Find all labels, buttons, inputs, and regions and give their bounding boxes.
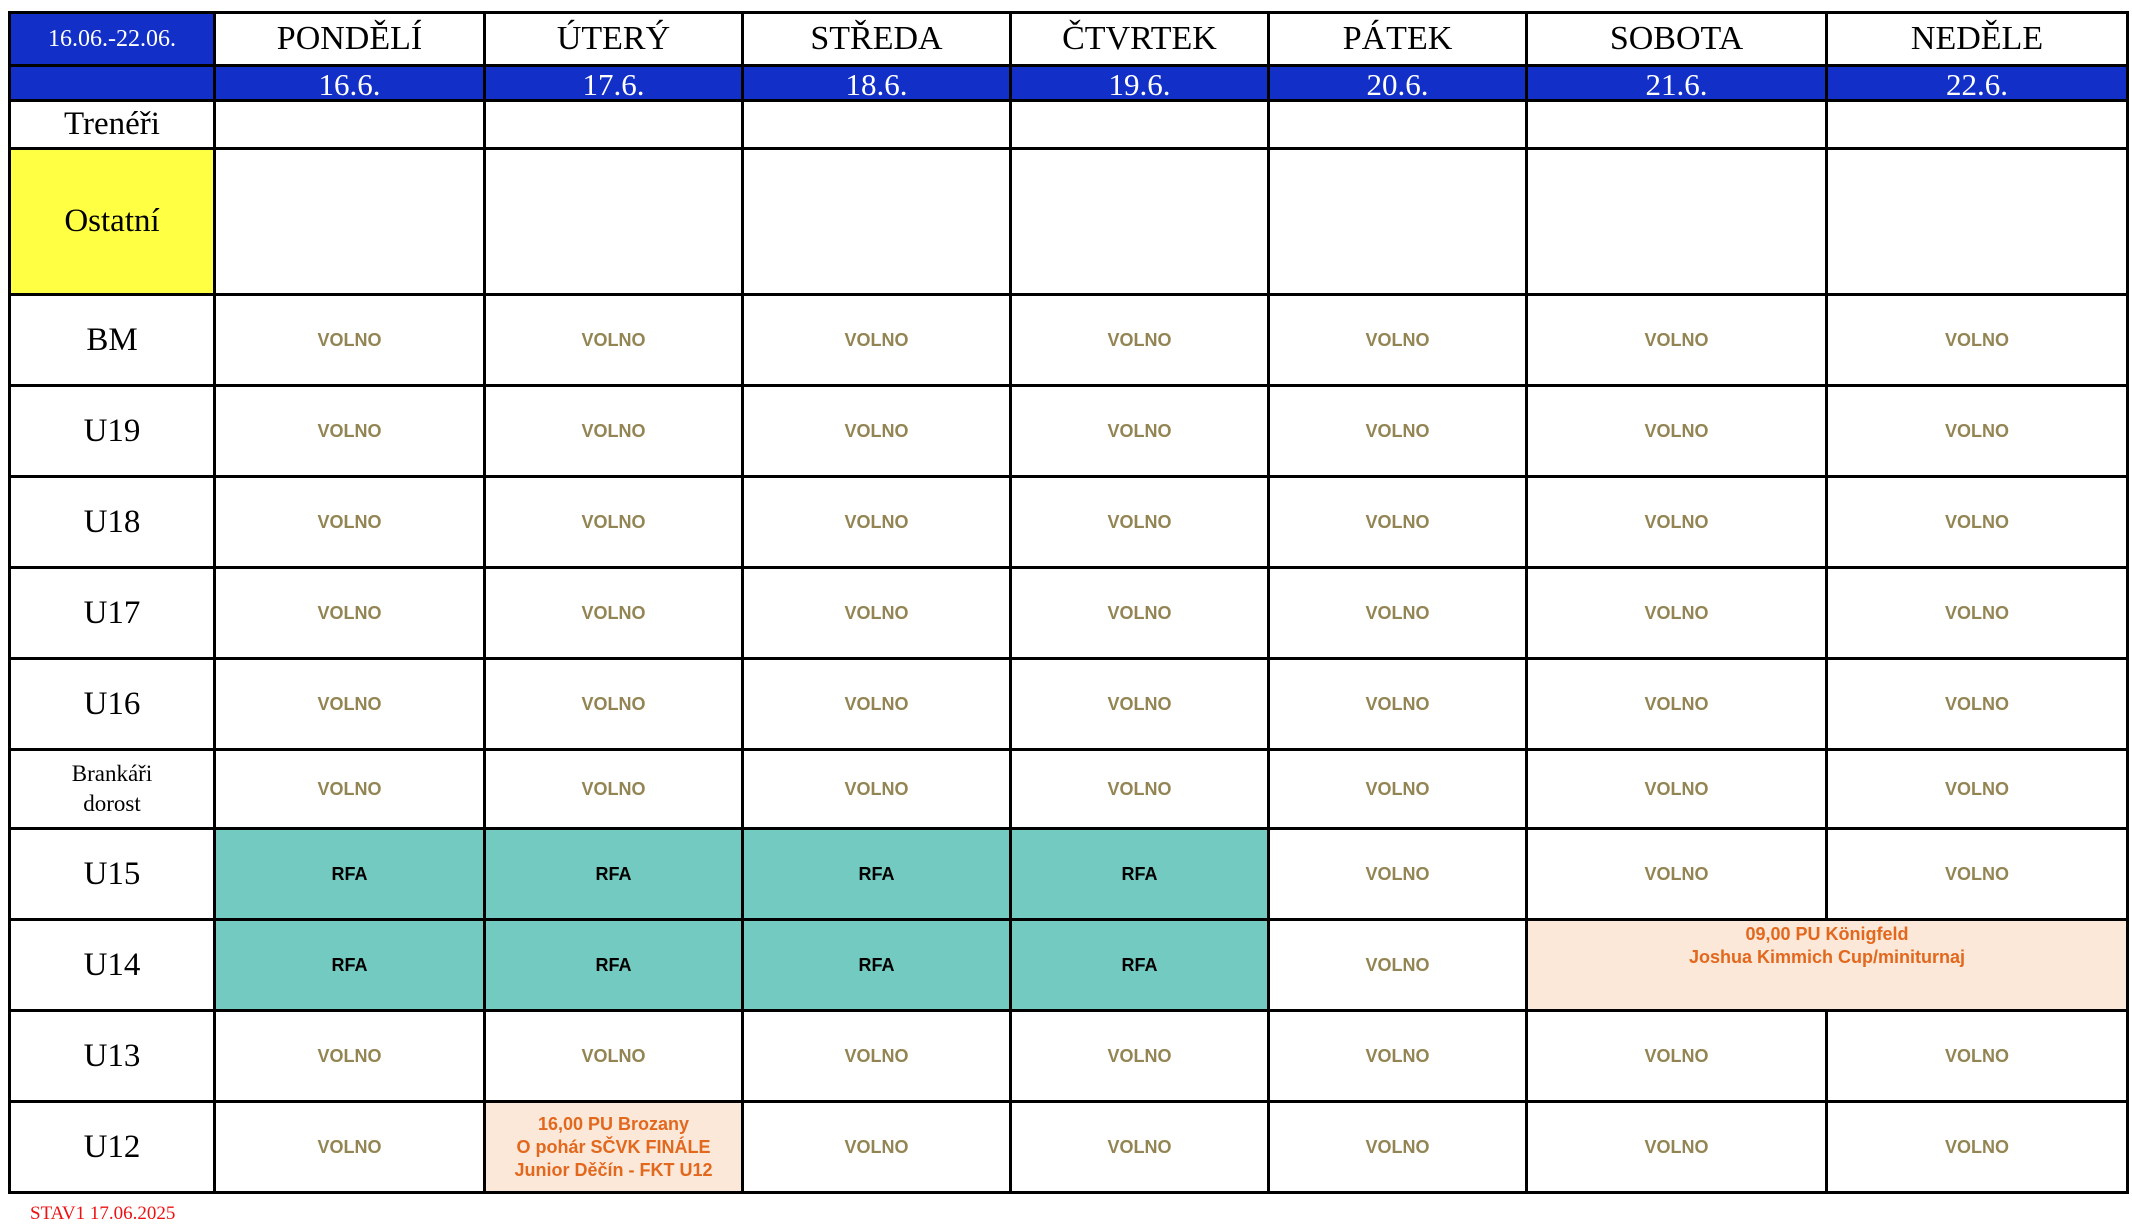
date-tuesday: 17.6. <box>485 66 743 101</box>
cell-u17-sat: VOLNO <box>1527 568 1827 659</box>
event-u12-tuesday-line1: 16,00 PU Brozany <box>537 1113 690 1134</box>
cell-u15-thu: RFA <box>1011 829 1269 920</box>
cell-treneri-thu <box>1011 101 1269 149</box>
cell-u13-mon: VOLNO <box>215 1011 485 1102</box>
cell-u12-fri: VOLNO <box>1269 1102 1527 1193</box>
cell-bm-fri: VOLNO <box>1269 295 1527 386</box>
header-row-days <box>10 13 2128 66</box>
day-name-wednesday: STŘEDA <box>743 13 1011 66</box>
cell-u16-sat: VOLNO <box>1527 659 1827 750</box>
cell-treneri-mon <box>215 101 485 149</box>
event-u14-weekend-line2: Joshua Kimmich Cup/miniturnaj <box>1688 947 1966 967</box>
cell-u12-mon: VOLNO <box>215 1102 485 1193</box>
cell-bm-tue: VOLNO <box>485 295 743 386</box>
cell-u17-mon: VOLNO <box>215 568 485 659</box>
day-name-tuesday: ÚTERÝ <box>485 13 743 66</box>
cell-u18-tue: VOLNO <box>485 477 743 568</box>
row-label-u14: U14 <box>10 920 215 1011</box>
date-thursday: 19.6. <box>1011 66 1269 101</box>
cell-treneri-sun <box>1827 101 2128 149</box>
date-friday: 20.6. <box>1269 66 1527 101</box>
event-u14-weekend <box>1527 920 2128 1011</box>
cell-u16-wed: VOLNO <box>743 659 1011 750</box>
cell-ostatni-fri <box>1269 149 1527 295</box>
row-label-u13: U13 <box>10 1011 215 1102</box>
cell-u15-sat: VOLNO <box>1527 829 1827 920</box>
day-name-thursday: ČTVRTEK <box>1011 13 1269 66</box>
cell-u18-mon: VOLNO <box>215 477 485 568</box>
row-label-ostatni: Ostatní <box>10 149 215 295</box>
date-monday: 16.6. <box>215 66 485 101</box>
row-u15 <box>10 829 2128 920</box>
cell-u13-wed: VOLNO <box>743 1011 1011 1102</box>
row-u17 <box>10 568 2128 659</box>
row-label-u16: U16 <box>10 659 215 750</box>
cell-brankari-wed: VOLNO <box>743 750 1011 829</box>
cell-treneri-sat <box>1527 101 1827 149</box>
cell-ostatni-thu <box>1011 149 1269 295</box>
event-u12-tuesday <box>485 1102 743 1193</box>
cell-u19-fri: VOLNO <box>1269 386 1527 477</box>
row-label-bm: BM <box>10 295 215 386</box>
row-label-brankari-line1: Brankáři <box>71 761 153 786</box>
cell-u17-fri: VOLNO <box>1269 568 1527 659</box>
cell-u14-mon: RFA <box>215 920 485 1011</box>
cell-u15-fri: VOLNO <box>1269 829 1527 920</box>
row-label-u18: U18 <box>10 477 215 568</box>
row-u12 <box>10 1102 2128 1193</box>
row-label-u15: U15 <box>10 829 215 920</box>
cell-brankari-sat: VOLNO <box>1527 750 1827 829</box>
cell-u18-thu: VOLNO <box>1011 477 1269 568</box>
cell-u13-sun: VOLNO <box>1827 1011 2128 1102</box>
event-u12-tuesday-line3: Junior Děčín - FKT U12 <box>514 1159 713 1180</box>
day-name-friday: PÁTEK <box>1269 13 1527 66</box>
cell-u15-wed: RFA <box>743 829 1011 920</box>
cell-u19-sun: VOLNO <box>1827 386 2128 477</box>
cell-u18-fri: VOLNO <box>1269 477 1527 568</box>
row-u13 <box>10 1011 2128 1102</box>
weekly-schedule-table <box>8 11 2129 1194</box>
cell-treneri-fri <box>1269 101 1527 149</box>
cell-u16-mon: VOLNO <box>215 659 485 750</box>
row-label-brankari <box>10 750 215 829</box>
cell-u16-tue: VOLNO <box>485 659 743 750</box>
header-row-dates <box>10 66 2128 101</box>
cell-u12-sat: VOLNO <box>1527 1102 1827 1193</box>
cell-ostatni-wed <box>743 149 1011 295</box>
cell-u13-tue: VOLNO <box>485 1011 743 1102</box>
date-saturday: 21.6. <box>1527 66 1827 101</box>
cell-u14-wed: RFA <box>743 920 1011 1011</box>
cell-u12-thu: VOLNO <box>1011 1102 1269 1193</box>
row-label-u19: U19 <box>10 386 215 477</box>
cell-brankari-tue: VOLNO <box>485 750 743 829</box>
cell-u18-sat: VOLNO <box>1527 477 1827 568</box>
cell-u17-sun: VOLNO <box>1827 568 2128 659</box>
cell-u19-tue: VOLNO <box>485 386 743 477</box>
cell-brankari-thu: VOLNO <box>1011 750 1269 829</box>
date-wednesday: 18.6. <box>743 66 1011 101</box>
row-u18 <box>10 477 2128 568</box>
cell-u18-wed: VOLNO <box>743 477 1011 568</box>
cell-brankari-sun: VOLNO <box>1827 750 2128 829</box>
row-bm <box>10 295 2128 386</box>
cell-u14-fri: VOLNO <box>1269 920 1527 1011</box>
cell-ostatni-tue <box>485 149 743 295</box>
cell-u19-thu: VOLNO <box>1011 386 1269 477</box>
row-brankari <box>10 750 2128 829</box>
cell-u14-thu: RFA <box>1011 920 1269 1011</box>
cell-ostatni-sat <box>1527 149 1827 295</box>
event-u14-weekend-line1: 09,00 PU Königfeld <box>1745 924 1909 944</box>
cell-u15-sun: VOLNO <box>1827 829 2128 920</box>
cell-u17-wed: VOLNO <box>743 568 1011 659</box>
cell-u19-mon: VOLNO <box>215 386 485 477</box>
cell-u14-tue: RFA <box>485 920 743 1011</box>
cell-brankari-mon: VOLNO <box>215 750 485 829</box>
date-corner <box>10 66 215 101</box>
row-u19 <box>10 386 2128 477</box>
cell-ostatni-sun <box>1827 149 2128 295</box>
day-name-saturday: SOBOTA <box>1527 13 1827 66</box>
cell-u19-sat: VOLNO <box>1527 386 1827 477</box>
row-label-u12: U12 <box>10 1102 215 1193</box>
day-name-monday: PONDĚLÍ <box>215 13 485 66</box>
cell-u16-fri: VOLNO <box>1269 659 1527 750</box>
cell-u12-sun: VOLNO <box>1827 1102 2128 1193</box>
cell-bm-mon: VOLNO <box>215 295 485 386</box>
cell-ostatni-mon <box>215 149 485 295</box>
cell-u12-wed: VOLNO <box>743 1102 1011 1193</box>
cell-bm-thu: VOLNO <box>1011 295 1269 386</box>
row-u16 <box>10 659 2128 750</box>
cell-treneri-wed <box>743 101 1011 149</box>
cell-u16-sun: VOLNO <box>1827 659 2128 750</box>
cell-u18-sun: VOLNO <box>1827 477 2128 568</box>
row-ostatni <box>10 149 2128 295</box>
cell-bm-sat: VOLNO <box>1527 295 1827 386</box>
cell-bm-sun: VOLNO <box>1827 295 2128 386</box>
row-label-treneri: Trenéři <box>10 101 215 149</box>
cell-u15-tue: RFA <box>485 829 743 920</box>
row-label-brankari-line2: dorost <box>83 791 141 816</box>
row-treneri <box>10 101 2128 149</box>
date-sunday: 22.6. <box>1827 66 2128 101</box>
cell-u17-tue: VOLNO <box>485 568 743 659</box>
cell-u16-thu: VOLNO <box>1011 659 1269 750</box>
cell-u15-mon: RFA <box>215 829 485 920</box>
cell-u13-thu: VOLNO <box>1011 1011 1269 1102</box>
cell-bm-wed: VOLNO <box>743 295 1011 386</box>
row-u14 <box>10 920 2128 1011</box>
cell-treneri-tue <box>485 101 743 149</box>
event-u12-tuesday-line2: O pohár SČVK FINÁLE <box>516 1136 711 1157</box>
cell-u17-thu: VOLNO <box>1011 568 1269 659</box>
status-footer: STAV1 17.06.2025 <box>30 1203 176 1224</box>
cell-u19-wed: VOLNO <box>743 386 1011 477</box>
cell-u13-sat: VOLNO <box>1527 1011 1827 1102</box>
cell-brankari-fri: VOLNO <box>1269 750 1527 829</box>
week-range: 16.06.-22.06. <box>10 13 215 66</box>
row-label-u17: U17 <box>10 568 215 659</box>
cell-u13-fri: VOLNO <box>1269 1011 1527 1102</box>
day-name-sunday: NEDĚLE <box>1827 13 2128 66</box>
